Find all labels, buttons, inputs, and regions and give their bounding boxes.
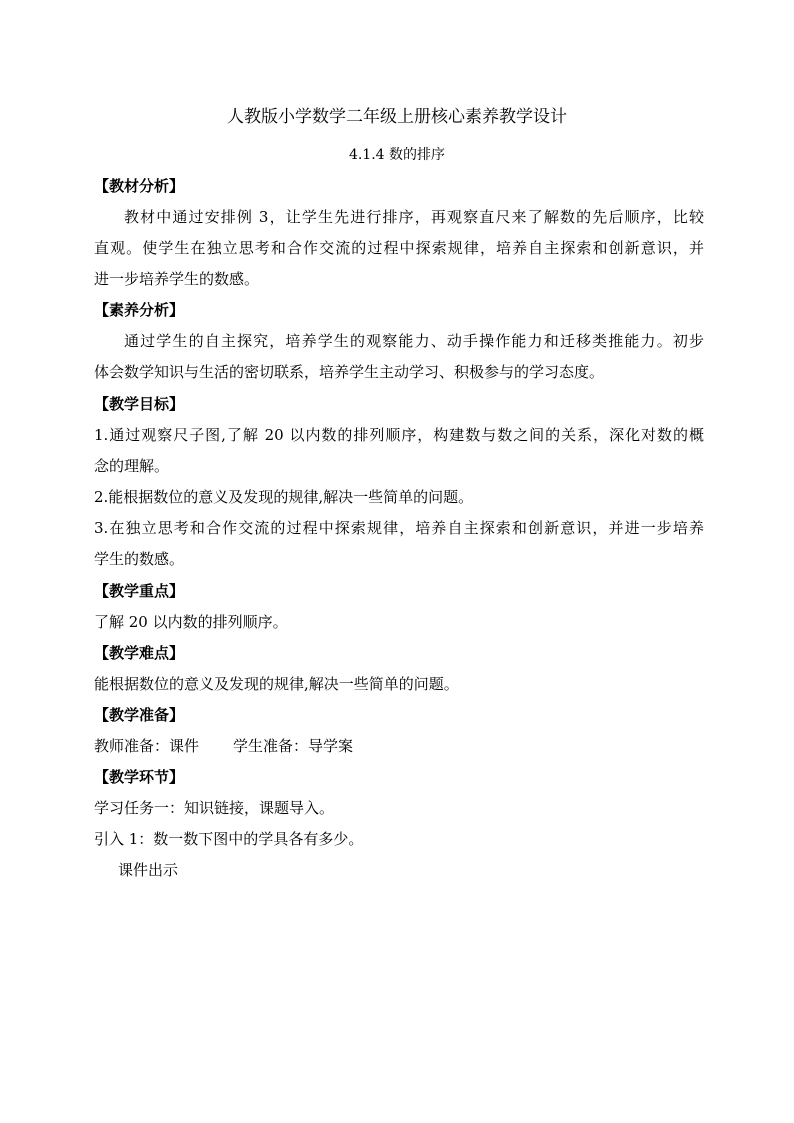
paragraph-line: 能根据数位的意义及发现的规律,解决一些简单的问题。 xyxy=(94,675,459,693)
section-heading-difficult-points: 【教学难点】 xyxy=(94,644,185,662)
section-heading-teaching-goals: 【教学目标】 xyxy=(94,395,185,413)
list-item: 学生的数感。 xyxy=(94,550,185,568)
paragraph-line: 教材中通过安排例 3，让学生先进行排序，再观察直尺来了解数的先后顺序，比较 xyxy=(124,208,704,226)
student-preparation: 学生准备：导学案 xyxy=(233,737,354,755)
section-heading-preparation: 【教学准备】 xyxy=(94,706,185,724)
list-item: 2.能根据数位的意义及发现的规律,解决一些简单的问题。 xyxy=(94,488,474,506)
section-heading-process: 【教学环节】 xyxy=(94,768,185,786)
document-title: 人教版小学数学二年级上册核心素养教学设计 xyxy=(227,107,567,127)
paragraph-line: 了解 20 以内数的排列顺序。 xyxy=(94,613,288,631)
list-item: 念的理解。 xyxy=(94,457,170,475)
paragraph-line: 直观。使学生在独立思考和合作交流的过程中探索规律，培养自主探索和创新意识，并 xyxy=(94,239,704,257)
paragraph-line: 通过学生的自主探究，培养学生的观察能力、动手操作能力和迁移类推能力。初步 xyxy=(124,332,704,350)
paragraph-line: 学习任务一：知识链接，课题导入。 xyxy=(94,799,335,817)
section-heading-key-points: 【教学重点】 xyxy=(94,582,185,600)
section-heading-textbook-analysis: 【教材分析】 xyxy=(94,177,185,195)
list-item: 1.通过观察尺子图,了解 20 以内数的排列顺序，构建数与数之间的关系，深化对数的概 xyxy=(94,426,704,444)
document-subtitle: 4.1.4 数的排序 xyxy=(348,147,446,163)
paragraph-line: 体会数学知识与生活的密切联系，培养学生主动学习、积极参与的学习态度。 xyxy=(94,363,605,381)
preparation-line xyxy=(94,736,704,756)
paragraph-line: 课件出示 xyxy=(118,861,179,879)
list-item: 3.在独立思考和合作交流的过程中探索规律，培养自主探索和创新意识，并进一步培养 xyxy=(94,519,704,537)
teacher-preparation: 教师准备：课件 xyxy=(94,737,200,755)
paragraph-line: 引入 1：数一数下图中的学具各有多少。 xyxy=(94,830,364,848)
section-heading-literacy-analysis: 【素养分析】 xyxy=(94,301,185,319)
paragraph-line: 进一步培养学生的数感。 xyxy=(94,270,260,288)
